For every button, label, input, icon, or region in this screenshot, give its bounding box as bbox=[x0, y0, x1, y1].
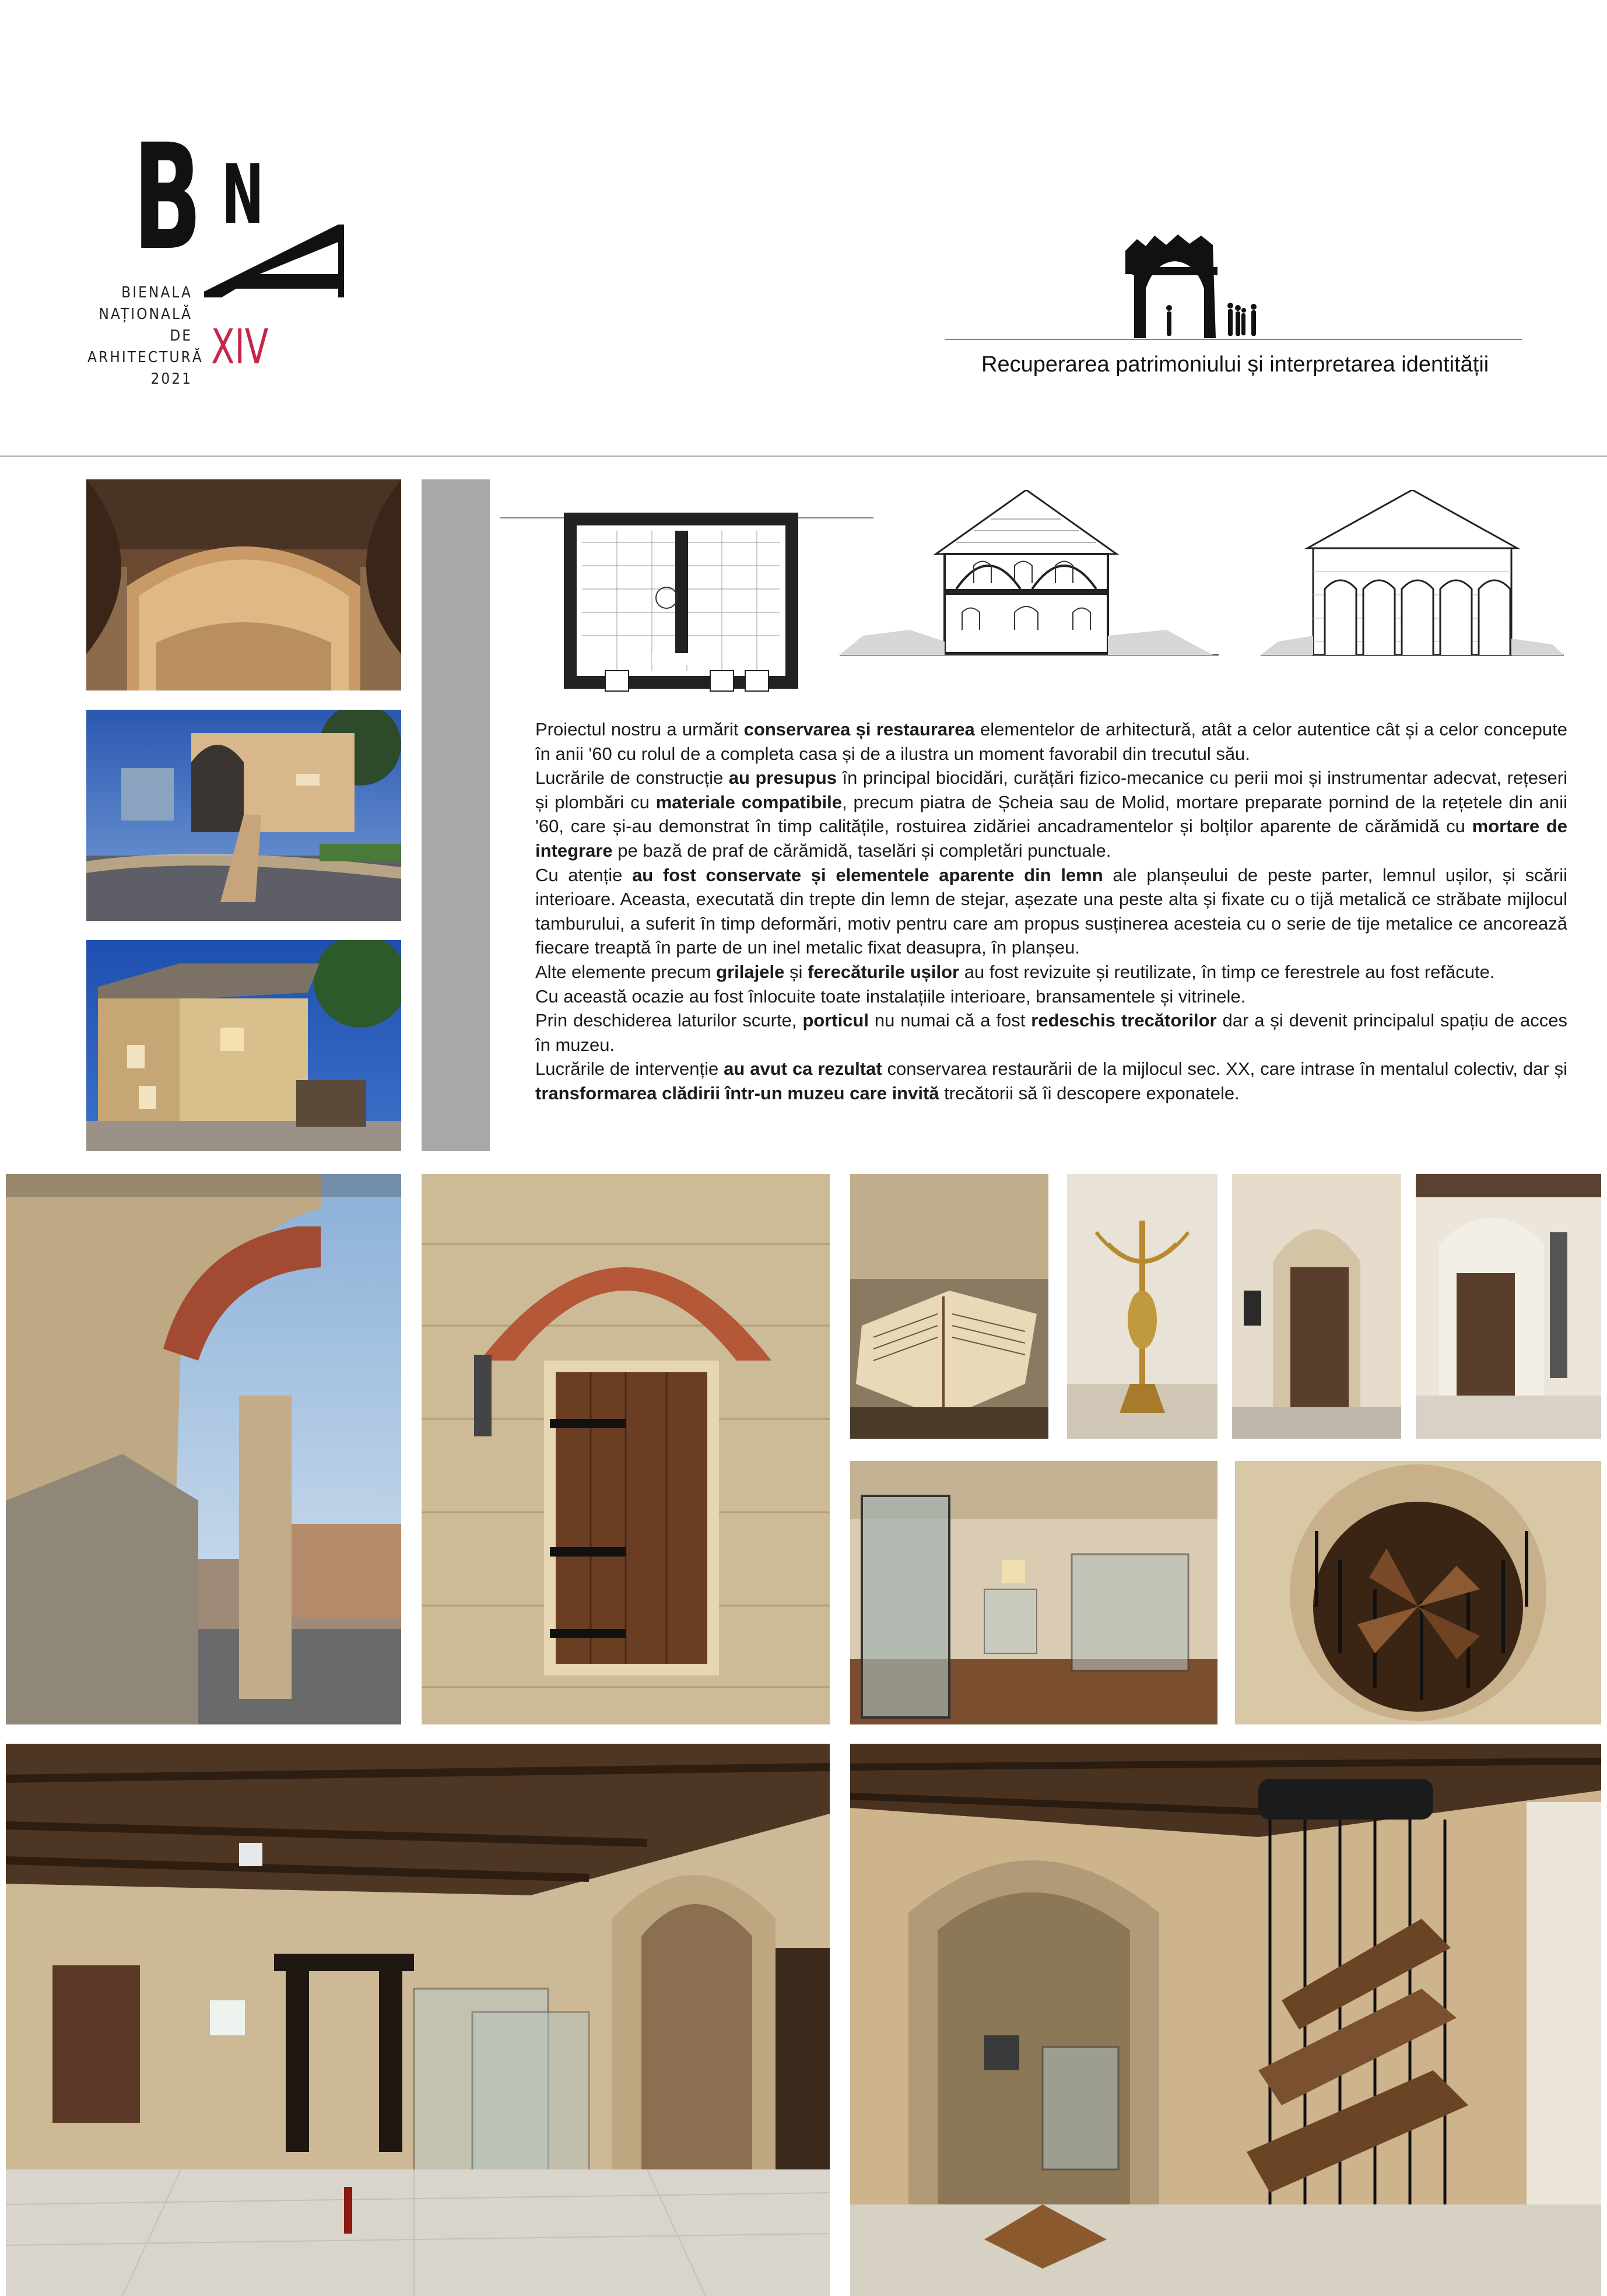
floor-plan-drawing bbox=[500, 478, 879, 694]
photo-interior-door bbox=[1232, 1174, 1401, 1439]
body-text-run: Cu această ocazie au fost înlocuite toate instalațiile interioare, bransamentele și vitrinele. bbox=[535, 986, 1246, 1007]
arch-pictogram-icon bbox=[945, 227, 1528, 344]
body-text-run: conservarea restaurării de la mijlocul sec. XX, care intrase în mentalul colectiv, dar și bbox=[882, 1058, 1567, 1079]
photo-interior-staircase bbox=[850, 1744, 1601, 2296]
logo-line-nationala: NAȚIONALĂ bbox=[99, 306, 192, 323]
logo-line-bienala: BIENALA bbox=[121, 284, 192, 302]
emphasis-text: materiale compatibile bbox=[655, 791, 843, 812]
body-text-run: ale planșeului de peste parter, lemnul ușilor, și scării interioare. Aceasta, executată din trepte din lemn de stejar, așezate una peste alta și fixate cu o tijă metalică ce străbate mijlocul tamburului, a suferit în timp deformări, motiv pentru care am propus susținerea acesteia cu o serie de tije metalice ce ancorează fiecare treaptă în parte de un inel metalic fixat deasupra, în planșeu. bbox=[535, 864, 1567, 958]
header-divider bbox=[0, 455, 1607, 457]
logo-line-de: DE bbox=[170, 327, 192, 345]
emphasis-text: mortare de integrare bbox=[535, 816, 1567, 861]
body-text-run: Cu atenție bbox=[535, 864, 633, 885]
logo-letter-b: B bbox=[133, 113, 200, 282]
photo-interior-press bbox=[6, 1744, 830, 2296]
emphasis-text: au avut ca rezultat bbox=[724, 1058, 882, 1079]
logo-text bbox=[87, 282, 203, 390]
description-paragraph bbox=[535, 1008, 1567, 1057]
emphasis-text: ferecăturile ușilor bbox=[807, 961, 960, 982]
body-text-run: dar a și devenit principalul spațiu de acces în muzeu. bbox=[535, 1010, 1567, 1055]
photo-exterior-dusk bbox=[86, 710, 401, 921]
logo-letter-a-shape bbox=[204, 225, 344, 306]
body-text-run: pe bază de praf de cărămidă, taselări și completări punctuale. bbox=[612, 840, 1111, 861]
logo-line-year: 2021 bbox=[150, 370, 192, 388]
body-text-run: , precum piatra de Șcheia sau de Molid, mortare preparate pornind de la rețetele din anii '60, care și-au demonstrat în timp calitățile, rostuirea zidăriei ancadramentelor și bolților aparente de cărămidă cu bbox=[535, 791, 1567, 837]
body-text-run: nu numai că a fost bbox=[868, 1010, 1031, 1031]
body-text-run: și bbox=[784, 961, 808, 982]
body-text-run: elementelor de arhitectură, atât a celor autentice cât și a celor concepute în anii '60 cu rolul de a completa casa și de a ilustra un moment favorabil din trecutul său. bbox=[535, 719, 1567, 764]
photo-museum-vitrines bbox=[850, 1461, 1217, 1724]
photo-old-book bbox=[850, 1174, 1048, 1439]
body-text-run: au fost revizuite și reutilizate, în timp ce ferestrele au fost refăcute. bbox=[959, 961, 1495, 982]
project-description bbox=[535, 717, 1567, 1106]
emphasis-text: au fost conservate și elementele aparente din lemn bbox=[632, 864, 1103, 885]
emphasis-text: conservarea și restaurarea bbox=[743, 719, 975, 739]
body-text-run: trecătorii să îi descopere exponatele. bbox=[939, 1082, 1240, 1103]
photo-spiral-stair bbox=[1235, 1461, 1601, 1724]
description-paragraph bbox=[535, 984, 1567, 1009]
photo-exterior-facade bbox=[86, 940, 401, 1151]
emphasis-text: transformarea clădirii într-un muzeu care invită bbox=[535, 1082, 939, 1103]
body-text-run: în principal biocidări, curățări fizico-mecanice cu perii moi și instrumentar adecvat, rețeseri și plombări cu bbox=[535, 767, 1567, 812]
logo-letter-n: N bbox=[222, 148, 264, 243]
body-text-run: Lucrările de construcție bbox=[535, 767, 729, 788]
description-paragraph bbox=[535, 960, 1567, 984]
body-text-run: Prin deschiderea laturilor scurte, bbox=[535, 1010, 803, 1031]
elevation-drawing bbox=[1261, 490, 1564, 659]
emphasis-text: porticul bbox=[802, 1010, 869, 1031]
emphasis-text: grilajele bbox=[716, 961, 785, 982]
body-text-run: Alte elemente precum bbox=[535, 961, 717, 982]
emphasis-text: au presupus bbox=[728, 767, 837, 788]
photo-portico-vault bbox=[86, 479, 401, 690]
description-paragraph bbox=[535, 1057, 1567, 1105]
logo-edition: XIV bbox=[211, 320, 269, 375]
photo-wooden-door bbox=[422, 1174, 830, 1724]
photo-candelabrum bbox=[1067, 1174, 1217, 1439]
photo-interior-corridor bbox=[1416, 1174, 1601, 1439]
description-paragraph bbox=[535, 717, 1567, 766]
sidebar-gray-bar bbox=[422, 479, 490, 1151]
description-paragraph bbox=[535, 863, 1567, 960]
logo-line-arhitectura: ARHITECTURĂ bbox=[87, 349, 203, 366]
section-drawing bbox=[840, 490, 1219, 659]
page-subtitle: Recuperarea patrimoniului și interpretarea identității bbox=[981, 352, 1489, 377]
body-text-run: Lucrările de intervenție bbox=[535, 1058, 724, 1079]
photo-ruined-arch bbox=[6, 1174, 401, 1724]
emphasis-text: redeschis trecătorilor bbox=[1031, 1010, 1217, 1031]
body-text-run: Proiectul nostru a urmărit bbox=[535, 719, 744, 739]
description-paragraph bbox=[535, 766, 1567, 863]
